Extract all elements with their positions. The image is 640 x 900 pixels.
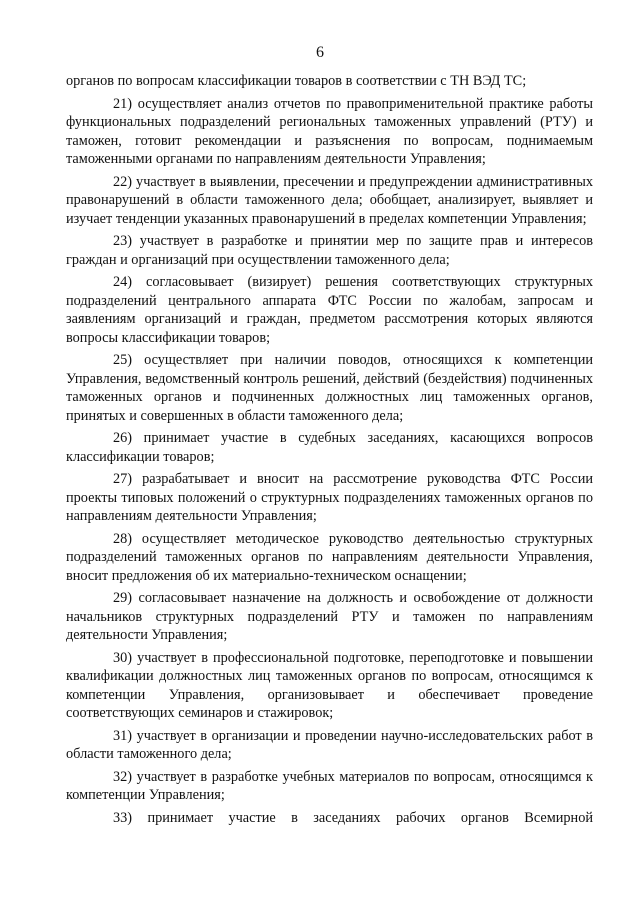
- paragraph-item-31: 31) участвует в организации и проведении научно-исследовательских работ в области таможенного дела;: [66, 727, 593, 762]
- paragraph-item-32: 32) участвует в разработке учебных материалов по вопросам, относящимся к компетенции Управления;: [66, 768, 593, 803]
- paragraph-item-26: 26) принимает участие в судебных заседаниях, касающихся вопросов классификации товаров;: [66, 430, 593, 465]
- paragraph-item-33: 33) принимает участие в заседаниях рабочих органов Всемирной: [113, 809, 593, 826]
- paragraph-item-25: 25) осуществляет при наличии поводов, относящихся к компетенции Управления, ведомственный контроль решений, действий (бездействия) подчиненных таможенных органов и подчиненных должностных лиц таможенных органов, принятых и совершенных в области таможенного дела;: [66, 352, 593, 424]
- paragraph-item-21: 21) осуществляет анализ отчетов по правоприменительной практике работы функциональных подразделений региональных таможенных управлений (РТУ) и таможен, готовит рекомендации и разъяснения по вопросам, поднимаемым таможенными органами по направлениям деятельности Управления;: [66, 95, 593, 167]
- paragraph-item-30: 30) участвует в профессиональной подготовке, переподготовке и повышении квалификации должностных лиц таможенных органов по вопросам, относящимся к компетенции Управления, организовывает и обеспечивает проведение соответствующих семинаров и стажировок;: [66, 649, 593, 721]
- paragraph-item-29: 29) согласовывает назначение на должность и освобождение от должности начальников структурных подразделений РТУ и таможен по направлениям деятельности Управления;: [66, 590, 593, 643]
- document-body: [66, 72, 593, 831]
- paragraph-item-23: 23) участвует в разработке и принятии мер по защите прав и интересов граждан и организаций при осуществлении таможенного дела;: [66, 233, 593, 268]
- paragraph-item-24: 24) согласовывает (визирует) решения соответствующих структурных подразделений центрального аппарата ФТС России по жалобам, запросам и заявлениям организаций и граждан, предметом рассмотрения которых являются вопросы классификации товаров;: [66, 274, 593, 346]
- paragraph-item-27: 27) разрабатывает и вносит на рассмотрение руководства ФТС России проекты типовых положений о структурных подразделениях таможенных органов по направлениям деятельности Управления;: [66, 471, 593, 524]
- paragraph-item-22: 22) участвует в выявлении, пресечении и предупреждении административных правонарушений в области таможенного дела; обобщает, анализирует, выявляет и изучает тенденции указанных правонарушений в пределах компетенции Управления;: [66, 173, 593, 227]
- paragraph-continuation: органов по вопросам классификации товаров в соответствии с ТН ВЭД ТС;: [66, 73, 527, 89]
- paragraph-item-28: 28) осуществляет методическое руководство деятельностью структурных подразделений таможенных органов по направлениям деятельности Управления, вносит предложения об их материально-техническом оснащении;: [66, 530, 593, 584]
- page-number: 6: [316, 44, 324, 61]
